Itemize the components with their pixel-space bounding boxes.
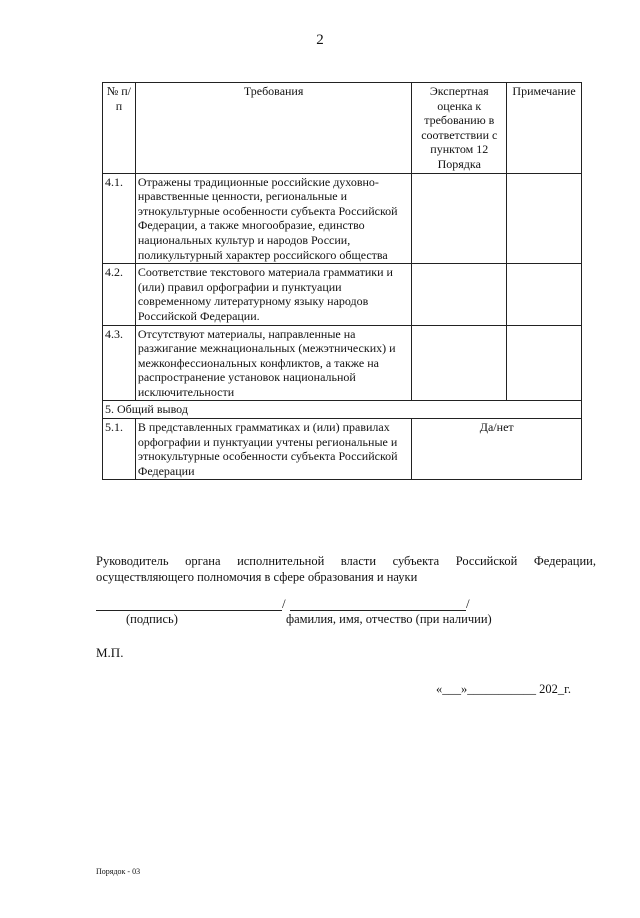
row-num: 4.1. xyxy=(103,173,136,264)
stamp-label: М.П. xyxy=(96,645,124,660)
row-note-cell[interactable] xyxy=(507,325,582,401)
name-slash: / xyxy=(466,596,470,611)
signature-slash: / xyxy=(282,596,286,611)
name-caption: фамилия, имя, отчество (при наличии) xyxy=(286,612,492,626)
row-text: Соответствие текстового материала грамматики и (или) правил орфографии и пунктуации современному литературному языку народов Российской Федерации. xyxy=(135,264,412,325)
header-num: № п/п xyxy=(103,83,136,174)
row-note-cell[interactable] xyxy=(507,264,582,325)
conclusion-row xyxy=(103,419,582,480)
row-expert-cell[interactable] xyxy=(412,325,507,401)
conclusion-num: 5.1. xyxy=(103,419,136,480)
row-text: Отражены традиционные российские духовно-нравственные ценности, региональные и этнокультурные особенности субъекта Российской Федерации, а также многообразие, единство национальных культур и народов России, поликультурный характер российского общества xyxy=(135,173,412,264)
table-row xyxy=(103,173,582,264)
section-row xyxy=(103,401,582,419)
table-row xyxy=(103,264,582,325)
signature-line[interactable] xyxy=(96,610,282,611)
requirements-table xyxy=(102,82,582,480)
official-title-line2: осуществляющего полномочия в сфере образования и науки xyxy=(96,570,418,584)
page-number: 2 xyxy=(316,32,324,48)
table-row xyxy=(103,325,582,401)
signature-caption: (подпись) xyxy=(126,612,178,626)
conclusion-text: В представленных грамматиках и (или) правилах орфографии и пунктуации учтены региональные и этнокультурные особенности субъекта Российской Федерации xyxy=(135,419,412,480)
official-title-line1: Руководитель органа исполнительной власти субъекта Российской Федерации, xyxy=(96,554,596,568)
header-requirement: Требования xyxy=(135,83,412,174)
row-note-cell[interactable] xyxy=(507,173,582,264)
conclusion-answer[interactable]: Да/нет xyxy=(412,419,582,480)
header-note: Примечание xyxy=(507,83,582,174)
document-footer: Порядок - 03 xyxy=(96,867,141,876)
row-num: 4.3. xyxy=(103,325,136,401)
row-expert-cell[interactable] xyxy=(412,264,507,325)
row-text: Отсутствуют материалы, направленные на разжигание межнациональных (межэтнических) и межконфессиональных конфликтов, а также на распространение установок национальной исключительности xyxy=(135,325,412,401)
row-expert-cell[interactable] xyxy=(412,173,507,264)
official-title xyxy=(96,553,596,585)
header-expert: Экспертная оценка к требованию в соответствии с пунктом 12 Порядка xyxy=(412,83,507,174)
name-line[interactable] xyxy=(290,610,466,611)
table-header-row xyxy=(103,83,582,174)
section-title: 5. Общий вывод xyxy=(103,401,582,419)
row-num: 4.2. xyxy=(103,264,136,325)
date-field[interactable]: «___»___________ 202_г. xyxy=(436,682,571,696)
